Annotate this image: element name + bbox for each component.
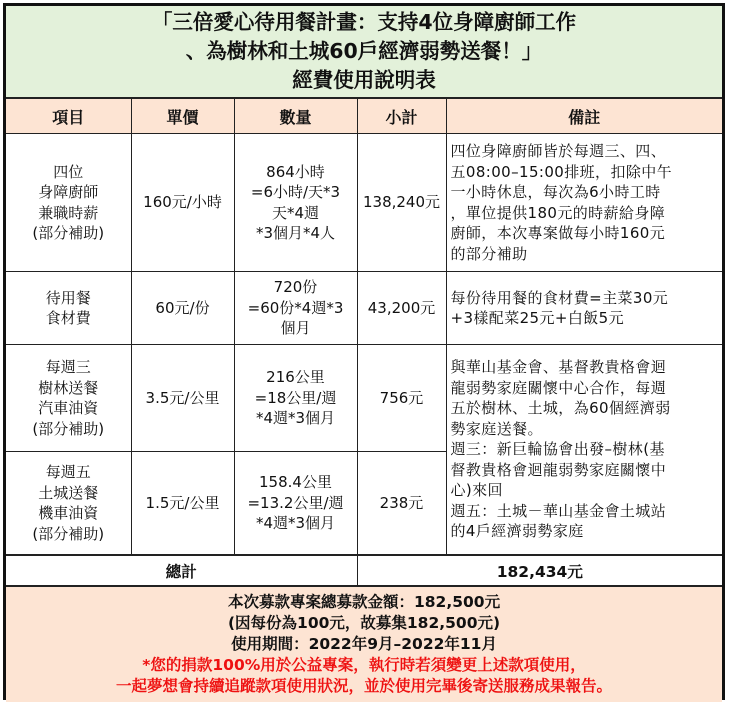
quantity-cell: 864小時 =6小時/天*3 天*4週 *3個月*4人 — [234, 134, 357, 272]
item-cell: 待用餐 食材費 — [6, 272, 131, 345]
budget-table — [6, 6, 722, 702]
title-line-3: 經費使用說明表 — [292, 68, 436, 92]
table-row — [6, 134, 722, 272]
title-line-1: 「三倍愛心待用餐計畫：支持4位身障廚師工作 — [151, 10, 577, 34]
subtotal-cell: 756元 — [357, 345, 446, 452]
page-title — [6, 6, 722, 98]
total-label: 總計 — [6, 555, 357, 586]
header-item: 項目 — [6, 98, 131, 134]
note-cell: 四位身障廚師皆於每週三、四、 五08:00–15:00排班，扣除中午 一小時休息，每次為6小時工時 ，單位提供180元的時薪給身障 廚師，本次專案做每小時160元 的部分補助 — [446, 134, 722, 272]
footer-notice — [6, 586, 722, 702]
subtotal-cell: 238元 — [357, 452, 446, 556]
total-value: 182,434元 — [357, 555, 722, 586]
unit-price-cell: 3.5元/公里 — [131, 345, 234, 452]
table-header-row — [6, 98, 722, 134]
header-unit-price: 單價 — [131, 98, 234, 134]
footer-row — [6, 586, 722, 702]
disclaimer-line-1: *您的捐款100%用於公益專案，執行時若須變更上述款項使用， — [142, 656, 586, 674]
item-cell: 每週三 樹林送餐 汽車油資 (部分補助) — [6, 345, 131, 452]
total-row — [6, 555, 722, 586]
budget-sheet — [3, 3, 725, 700]
unit-price-cell: 1.5元/公里 — [131, 452, 234, 556]
disclaimer-line-2: 一起夢想會持續追蹤款項使用狀況，並於使用完畢後寄送服務成果報告。 — [116, 677, 613, 695]
unit-price-cell: 160元/小時 — [131, 134, 234, 272]
table-row — [6, 345, 722, 452]
title-line-2: 、為樹林和土城60戶經濟弱勢送餐！」 — [185, 39, 543, 63]
fundraising-total: 本次募款專案總募款金額：182,500元 — [227, 593, 501, 611]
note-cell: 每份待用餐的食材費=主菜30元 +3樣配菜25元+白飯5元 — [446, 272, 722, 345]
header-note: 備註 — [446, 98, 722, 134]
quantity-cell: 720份 =60份*4週*3 個月 — [234, 272, 357, 345]
usage-period: 使用期間：2022年9月–2022年11月 — [231, 635, 497, 653]
fundraising-explanation: (因每份為100元，故募集182,500元) — [227, 614, 501, 632]
subtotal-cell: 138,240元 — [357, 134, 446, 272]
item-cell: 四位 身障廚師 兼職時薪 (部分補助) — [6, 134, 131, 272]
quantity-cell: 158.4公里 =13.2公里/週 *4週*3個月 — [234, 452, 357, 556]
quantity-cell: 216公里 =18公里/週 *4週*3個月 — [234, 345, 357, 452]
shared-note-cell: 與華山基金會、基督教貴格會迴 龍弱勢家庭關懷中心合作，每週 五於樹林、土城，為60個經濟弱 勢家庭送餐。 週三：新巨輪協會出發–樹林(基 督教貴格會迴龍弱勢家庭關懷中 心)來回 週五：土城－華山基金會土城站 的4戶經濟弱勢家庭 — [446, 345, 722, 556]
unit-price-cell: 60元/份 — [131, 272, 234, 345]
header-subtotal: 小計 — [357, 98, 446, 134]
item-cell: 每週五 土城送餐 機車油資 (部分補助) — [6, 452, 131, 556]
subtotal-cell: 43,200元 — [357, 272, 446, 345]
header-quantity: 數量 — [234, 98, 357, 134]
table-row — [6, 272, 722, 345]
